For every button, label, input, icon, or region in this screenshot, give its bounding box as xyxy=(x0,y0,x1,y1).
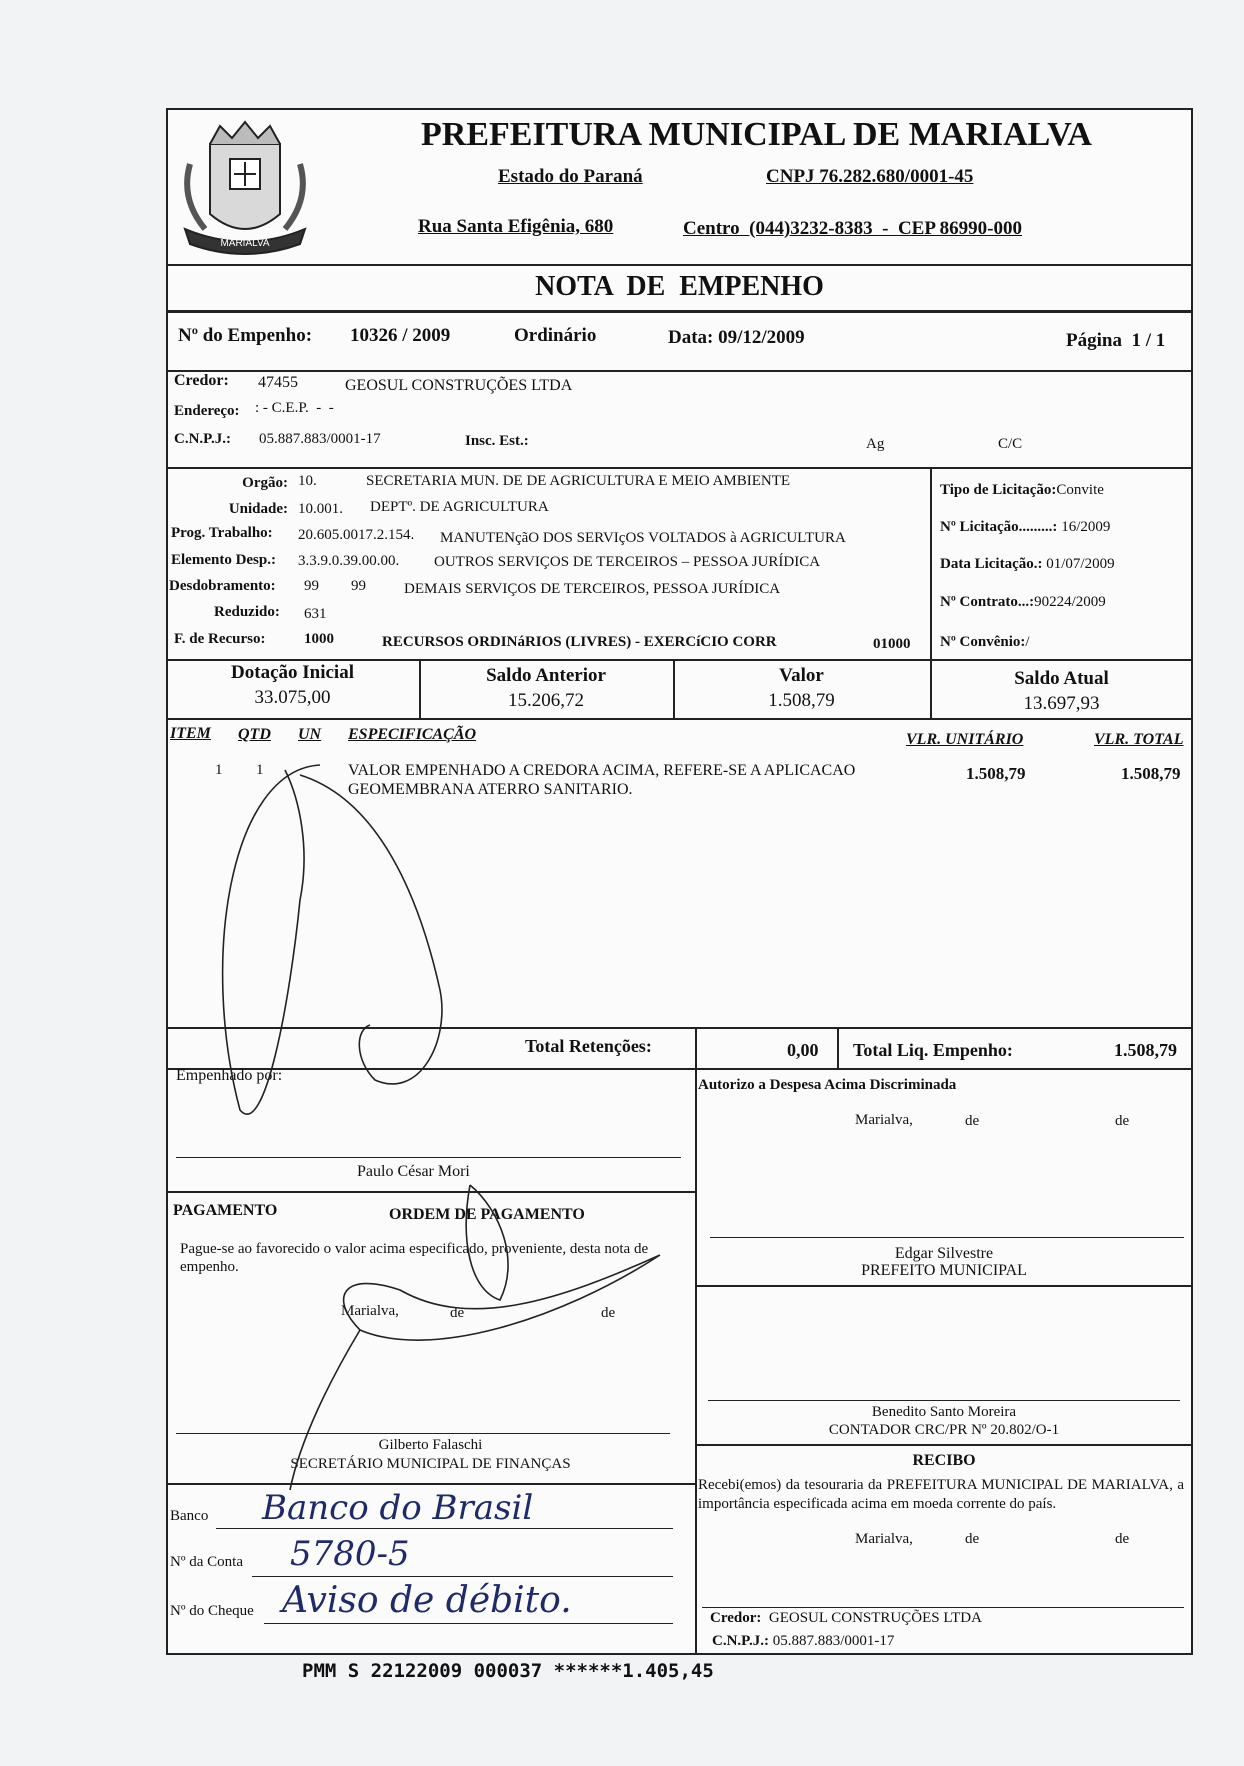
pagamento-de-2: de xyxy=(601,1305,616,1321)
recibo-de-1: de xyxy=(965,1531,980,1547)
pagamento-city: Marialva, xyxy=(341,1303,399,1319)
conta-corrente-label: C/C xyxy=(998,436,1023,452)
pagamento-de-1: de xyxy=(450,1305,465,1321)
autorizo-de-2: de xyxy=(1115,1113,1130,1129)
document-title: NOTA DE EMPENHO xyxy=(535,271,824,302)
page-number: Página 1 / 1 xyxy=(1066,330,1166,351)
cheque-label: Nº do Cheque xyxy=(170,1603,254,1619)
saldo-anterior-value: 15.206,72 xyxy=(508,690,584,711)
credor-name: GEOSUL CONSTRUÇÕES LTDA xyxy=(345,377,573,394)
retencoes-value: 0,00 xyxy=(787,1040,819,1060)
autorizo-label: Autorizo a Despesa Acima Discriminada xyxy=(698,1077,957,1093)
banco-value-handwritten: Banco do Brasil xyxy=(262,1488,534,1528)
prefeito-name: Edgar Silvestre xyxy=(894,1245,994,1262)
elemento-code: 3.3.9.0.39.00.00. xyxy=(298,553,400,569)
item-vlr-total: 1.508,79 xyxy=(1121,764,1181,783)
reduzido-value: 631 xyxy=(304,606,327,622)
prog-trabalho-code: 20.605.0017.2.154. xyxy=(298,527,415,543)
saldo-atual-value: 13.697,93 xyxy=(1023,693,1100,714)
agencia-label: Ag xyxy=(866,436,885,452)
elemento-desc: OUTROS SERVIÇOS DE TERCEIROS – PESSOA JURÍDICA xyxy=(434,554,821,570)
recibo-text: Recebi(emos) da tesouraria da PREFEITURA MUNICIPAL DE MARIALVA, a importância especificada acima em moeda corrente do país. xyxy=(698,1477,1184,1512)
conta-label: Nº da Conta xyxy=(170,1554,243,1570)
unidade-code: 10.001. xyxy=(298,501,343,517)
contrato-label: Nº Contrato...: xyxy=(940,594,1035,610)
endereco-label: Endereço: xyxy=(174,403,240,419)
desdobramento-code-1: 99 xyxy=(304,578,319,594)
valor-label: Valor xyxy=(779,665,824,686)
municipality-cnpj: CNPJ 76.282.680/0001-45 xyxy=(766,166,974,187)
item-espec-line2: GEOMEMBRANA ATERRO SANITARIO. xyxy=(348,781,633,798)
pagamento-text: Pague-se ao favorecido o valor acima especificado, proveniente, desta nota de empenho. xyxy=(180,1241,649,1275)
state-name: Estado do Paraná xyxy=(498,166,643,187)
valor-value: 1.508,79 xyxy=(768,690,835,711)
desdobramento-label: Desdobramento: xyxy=(169,578,276,594)
tipo-licitacao-value: Convite xyxy=(1056,482,1104,498)
secretario-name: Gilberto Falaschi xyxy=(378,1437,483,1453)
desdobramento-code-2: 99 xyxy=(351,578,366,594)
orgao-code: 10. xyxy=(298,473,317,489)
item-qtd: 1 xyxy=(256,762,264,778)
conta-value-handwritten: 5780-5 xyxy=(290,1534,410,1574)
col-vlr-total: VLR. TOTAL xyxy=(1094,731,1184,748)
empenho-date: Data: 09/12/2009 xyxy=(668,327,805,348)
banco-label: Banco xyxy=(170,1508,209,1524)
empenho-number: 10326 / 2009 xyxy=(350,325,451,346)
empenho-type: Ordinário xyxy=(514,325,597,346)
item-espec-line1: VALOR EMPENHADO A CREDORA ACIMA, REFERE-SE A APLICACAO xyxy=(348,762,856,779)
orgao-desc: SECRETARIA MUN. DE DE AGRICULTURA E MEIO AMBIENTE xyxy=(366,473,791,489)
dotacao-inicial-value: 33.075,00 xyxy=(254,687,331,708)
recurso-code-2: 01000 xyxy=(873,636,911,652)
municipality-contact: Centro (044)3232-8383 - CEP 86990-000 xyxy=(683,218,1022,239)
saldo-atual-label: Saldo Atual xyxy=(1014,668,1109,689)
recibo-title: RECIBO xyxy=(912,1452,976,1469)
data-licitacao-value: 01/07/2009 xyxy=(1046,556,1115,572)
col-especificacao: ESPECIFICAÇÃO xyxy=(348,726,477,743)
contrato-value: 90224/2009 xyxy=(1034,594,1106,610)
recibo-cnpj-value: 05.887.883/0001-17 xyxy=(772,1633,895,1649)
insc-est-label: Insc. Est.: xyxy=(465,433,529,449)
autorizo-city: Marialva, xyxy=(855,1112,913,1128)
unidade-label: Unidade: xyxy=(228,501,288,517)
recibo-credor-label: Credor: xyxy=(710,1610,762,1626)
num-licitacao-label: Nº Licitação.........: xyxy=(940,519,1058,535)
col-un: UN xyxy=(298,726,322,743)
endereco-value: : - C.E.P. - - xyxy=(255,400,334,416)
pagamento-label: PAGAMENTO xyxy=(173,1202,278,1219)
tipo-licitacao-label: Tipo de Licitação: xyxy=(940,482,1057,498)
svg-text:MARIALVA: MARIALVA xyxy=(220,238,270,249)
col-item: ITEM xyxy=(170,725,211,742)
recibo-de-2: de xyxy=(1115,1531,1130,1547)
reduzido-label: Reduzido: xyxy=(214,604,280,620)
col-qtd: QTD xyxy=(238,726,271,743)
data-licitacao-label: Data Licitação.: xyxy=(940,556,1043,572)
credor-cnpj: 05.887.883/0001-17 xyxy=(259,431,381,447)
prog-trabalho-desc: MANUTENçãO DOS SERVIçOS VOLTADOS à AGRICULTURA xyxy=(440,530,846,546)
cheque-value-handwritten: Aviso de débito. xyxy=(282,1580,572,1621)
prefeito-role: PREFEITO MUNICIPAL xyxy=(861,1262,1027,1279)
empenhado-label: Empenhado por: xyxy=(176,1067,283,1084)
prog-trabalho-label: Prog. Trabalho: xyxy=(171,525,273,541)
unidade-desc: DEPTº. DE AGRICULTURA xyxy=(370,499,549,515)
credor-code: 47455 xyxy=(258,374,298,391)
recibo-cnpj-label: C.N.P.J.: xyxy=(712,1633,769,1649)
municipality-title: PREFEITURA MUNICIPAL DE MARIALVA xyxy=(421,116,1092,153)
recurso-code: 1000 xyxy=(304,631,334,647)
cnpj-label: C.N.P.J.: xyxy=(174,431,231,447)
retencoes-label: Total Retenções: xyxy=(525,1036,652,1056)
convenio-label: Nº Convênio: xyxy=(940,634,1026,650)
secretario-role: SECRETÁRIO MUNICIPAL DE FINANÇAS xyxy=(290,1456,571,1472)
contador-role: CONTADOR CRC/PR Nº 20.802/O-1 xyxy=(828,1422,1060,1438)
recurso-label: F. de Recurso: xyxy=(174,631,266,647)
elemento-label: Elemento Desp.: xyxy=(171,552,276,568)
empenho-number-label: Nº do Empenho: xyxy=(178,325,313,346)
recurso-desc: RECURSOS ORDINáRIOS (LIVRES) - EXERCíCIO CORR xyxy=(382,634,777,650)
recibo-credor-value: GEOSUL CONSTRUÇÕES LTDA xyxy=(768,1610,982,1626)
item-vlr-unitario: 1.508,79 xyxy=(966,764,1026,783)
saldo-anterior-label: Saldo Anterior xyxy=(486,665,606,686)
liq-empenho-value: 1.508,79 xyxy=(1114,1040,1177,1060)
col-vlr-unitario: VLR. UNITÁRIO xyxy=(906,731,1024,748)
convenio-value: / xyxy=(1025,634,1030,650)
desdobramento-desc: DEMAIS SERVIÇOS DE TERCEIROS, PESSOA JURÍDICA xyxy=(404,581,781,597)
recibo-city: Marialva, xyxy=(855,1531,913,1547)
item-number: 1 xyxy=(215,762,223,778)
contador-name: Benedito Santo Moreira xyxy=(871,1404,1017,1420)
credor-label: Credor: xyxy=(174,372,229,389)
orgao-label: Orgão: xyxy=(242,475,288,491)
empenhado-name: Paulo César Mori xyxy=(357,1163,470,1180)
municipality-address: Rua Santa Efigênia, 680 xyxy=(418,216,614,237)
liq-empenho-label: Total Liq. Empenho: xyxy=(853,1040,1013,1060)
autorizo-de-1: de xyxy=(965,1113,980,1129)
payment-stamp: PMM S 22122009 000037 ******1.405,45 xyxy=(302,1660,714,1682)
ordem-pagamento-label: ORDEM DE PAGAMENTO xyxy=(389,1206,585,1223)
num-licitacao-value: 16/2009 xyxy=(1061,519,1111,535)
dotacao-inicial-label: Dotação Inicial xyxy=(231,662,354,683)
